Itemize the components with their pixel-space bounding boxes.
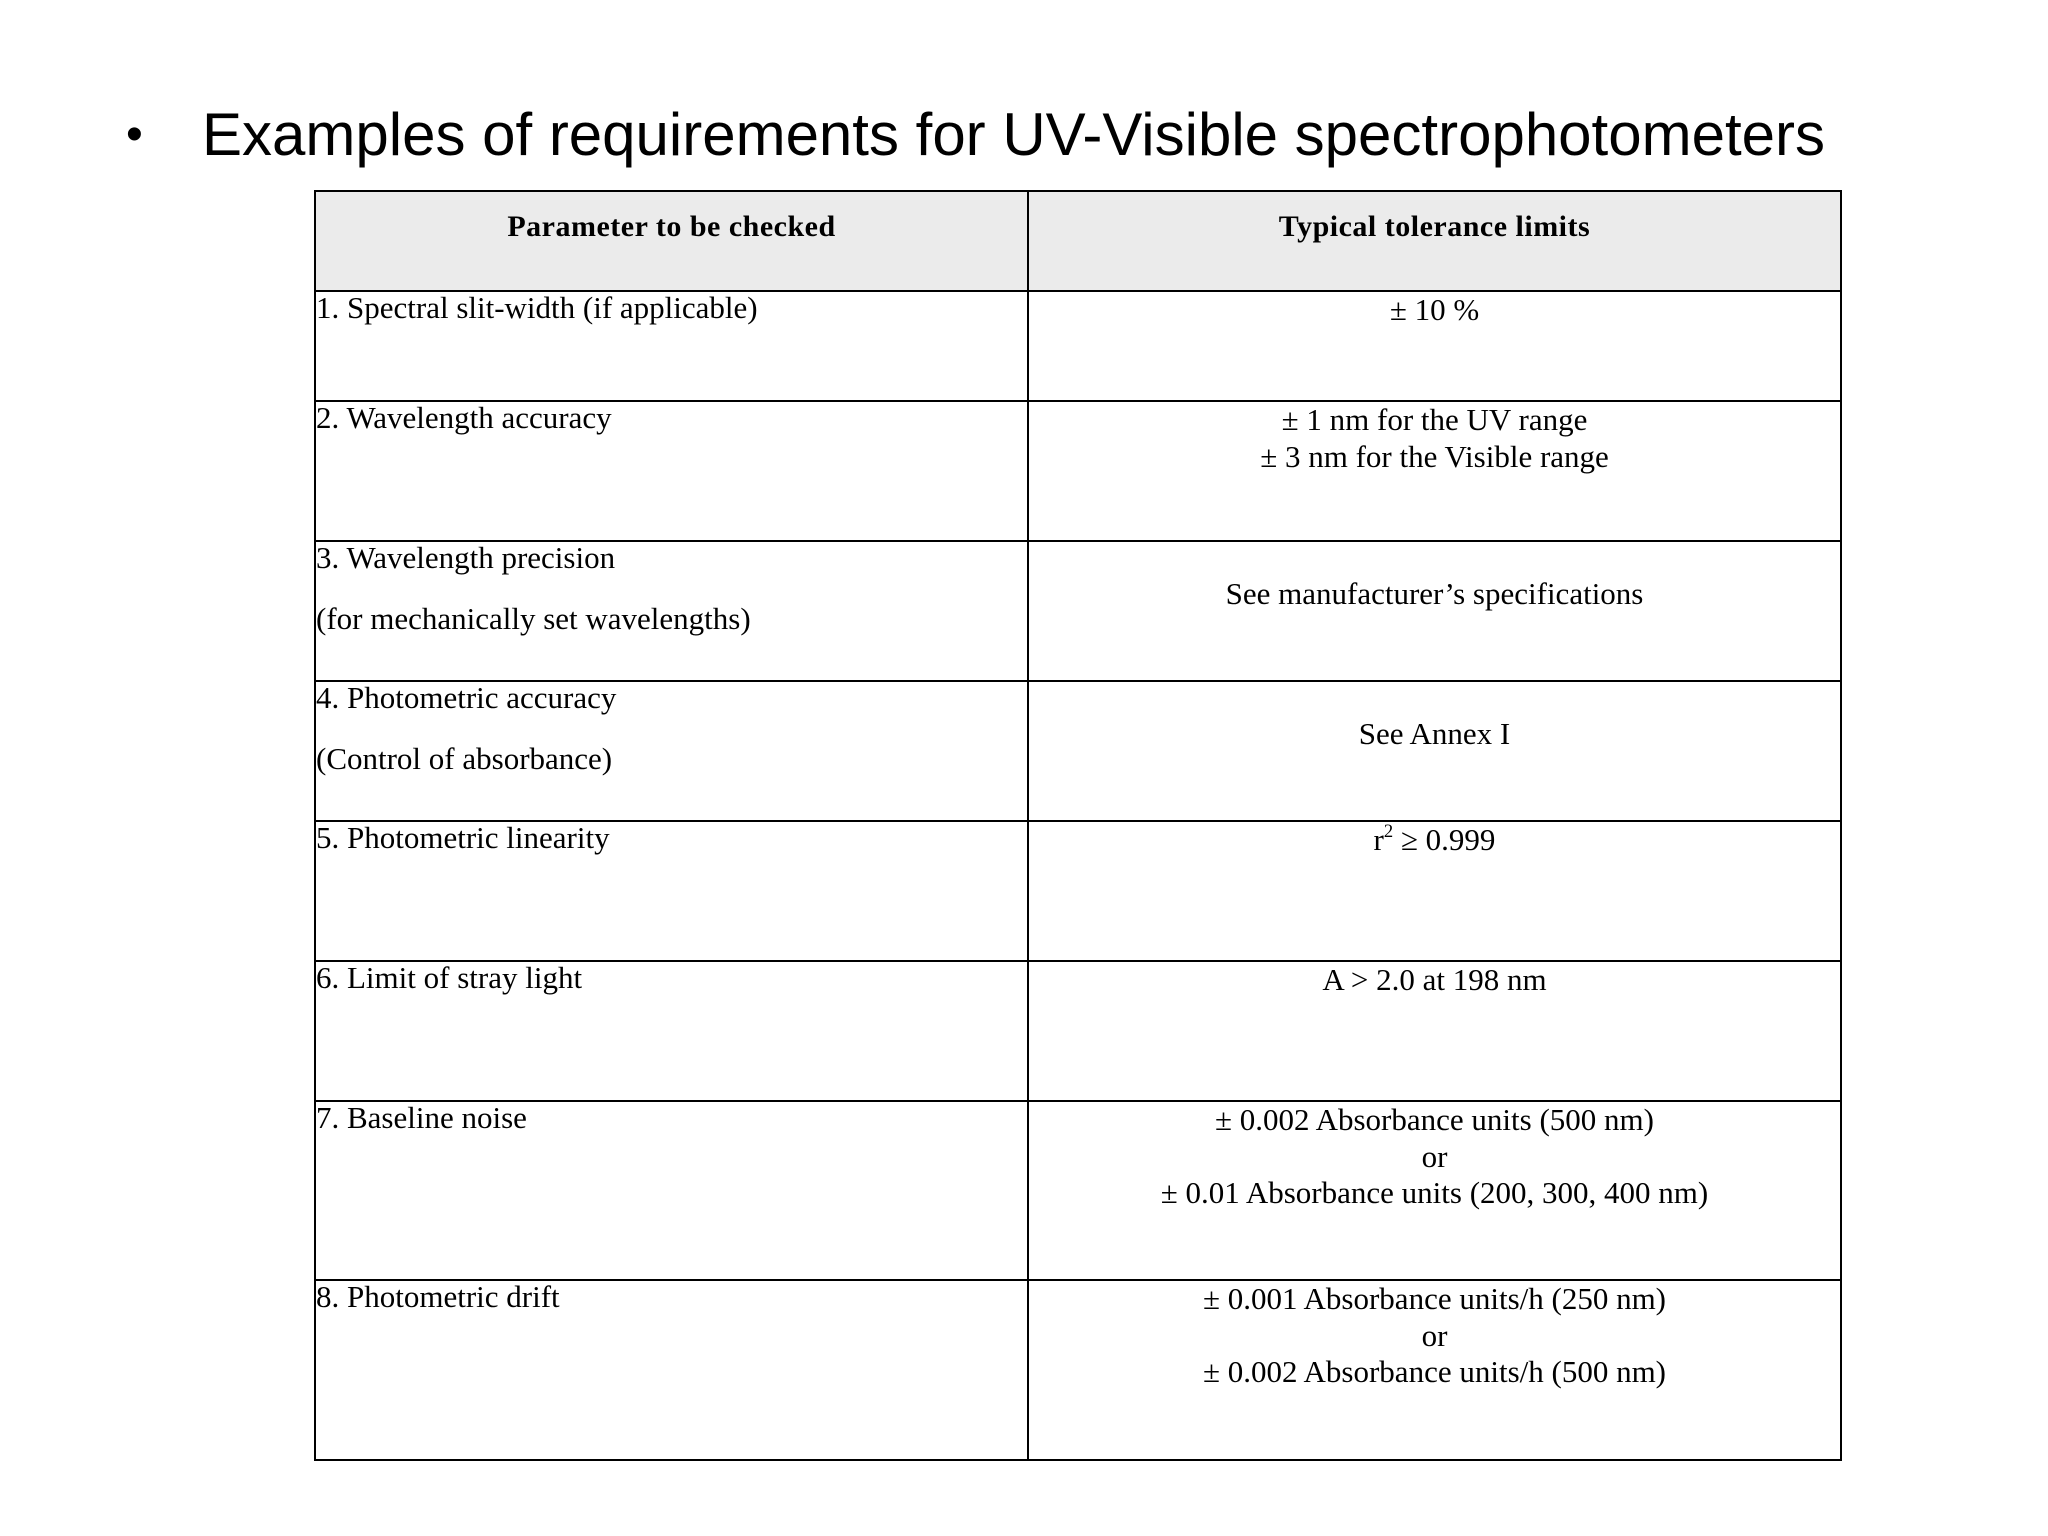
tolerance-text: ± 3 nm for the Visible range: [1260, 438, 1609, 474]
tolerance-cell: [1028, 401, 1841, 541]
tolerance-cell: [1028, 541, 1841, 681]
slide-heading: [126, 100, 1825, 169]
tolerance-rest: ≥ 0.999: [1393, 822, 1496, 857]
parameter-text: 1. Spectral slit-width (if applicable): [316, 290, 758, 325]
parameter-text: 4. Photometric accuracy: [316, 680, 617, 715]
parameter-text: 3. Wavelength precision: [316, 540, 616, 575]
tolerance-cell: [1028, 821, 1841, 961]
tolerance-text: or: [1421, 1138, 1448, 1174]
table-row: [315, 541, 1841, 681]
parameter-cell: [315, 681, 1028, 821]
parameter-note: (for mechanically set wavelengths): [316, 601, 751, 636]
tolerance-text: ± 1 nm for the UV range: [1281, 402, 1588, 437]
parameter-cell: [315, 541, 1028, 681]
parameter-text: 7. Baseline noise: [316, 1100, 527, 1135]
parameter-cell: [315, 291, 1028, 401]
parameter-cell: [315, 1101, 1028, 1280]
table-row: [315, 1280, 1841, 1460]
parameter-text: 5. Photometric linearity: [316, 820, 610, 855]
parameter-text: 8. Photometric drift: [316, 1279, 560, 1314]
parameter-text: 6. Limit of stray light: [316, 960, 583, 995]
table-header-row: [315, 191, 1841, 291]
tolerance-text: ± 0.002 Absorbance units/h (500 nm): [1202, 1354, 1667, 1390]
superscript: 2: [1383, 820, 1394, 842]
parameter-cell: [315, 401, 1028, 541]
header-tolerance: Typical tolerance limits: [1028, 191, 1841, 291]
tolerance-text: A > 2.0 at 198 nm: [1322, 962, 1547, 997]
bullet-point: •: [126, 108, 143, 161]
parameter-cell: [315, 1280, 1028, 1460]
parameter-note: (Control of absorbance): [316, 741, 613, 776]
tolerance-text: or: [1421, 1317, 1448, 1353]
tolerance-cell: [1028, 1280, 1841, 1460]
tolerance-text: See Annex I: [1358, 716, 1511, 751]
heading-text: Examples of requirements for UV-Visible spectrophotometers: [202, 101, 1825, 168]
tolerance-text: ± 0.01 Absorbance units (200, 300, 400 nm): [1160, 1175, 1709, 1211]
tolerance-text: [1029, 822, 1840, 859]
tolerance-text: ± 10 %: [1389, 292, 1480, 327]
table-row: [315, 961, 1841, 1101]
tolerance-cell: [1028, 961, 1841, 1101]
table-row: [315, 681, 1841, 821]
table-row: [315, 401, 1841, 541]
tolerance-text: See manufacturer’s specifications: [1225, 576, 1644, 611]
parameter-text: 2. Wavelength accuracy: [316, 400, 612, 435]
table-row: [315, 291, 1841, 401]
tolerance-base: r: [1373, 822, 1384, 857]
header-parameter: Parameter to be checked: [315, 191, 1028, 291]
tolerance-cell: [1028, 681, 1841, 821]
table-row: [315, 821, 1841, 961]
parameter-cell: [315, 821, 1028, 961]
tolerance-cell: [1028, 1101, 1841, 1280]
parameter-cell: [315, 961, 1028, 1101]
table-row: [315, 1101, 1841, 1280]
tolerance-text: ± 0.001 Absorbance units/h (250 nm): [1202, 1281, 1667, 1316]
tolerance-text: ± 0.002 Absorbance units (500 nm): [1215, 1102, 1654, 1137]
tolerance-cell: [1028, 291, 1841, 401]
requirements-table: [314, 190, 1842, 1461]
